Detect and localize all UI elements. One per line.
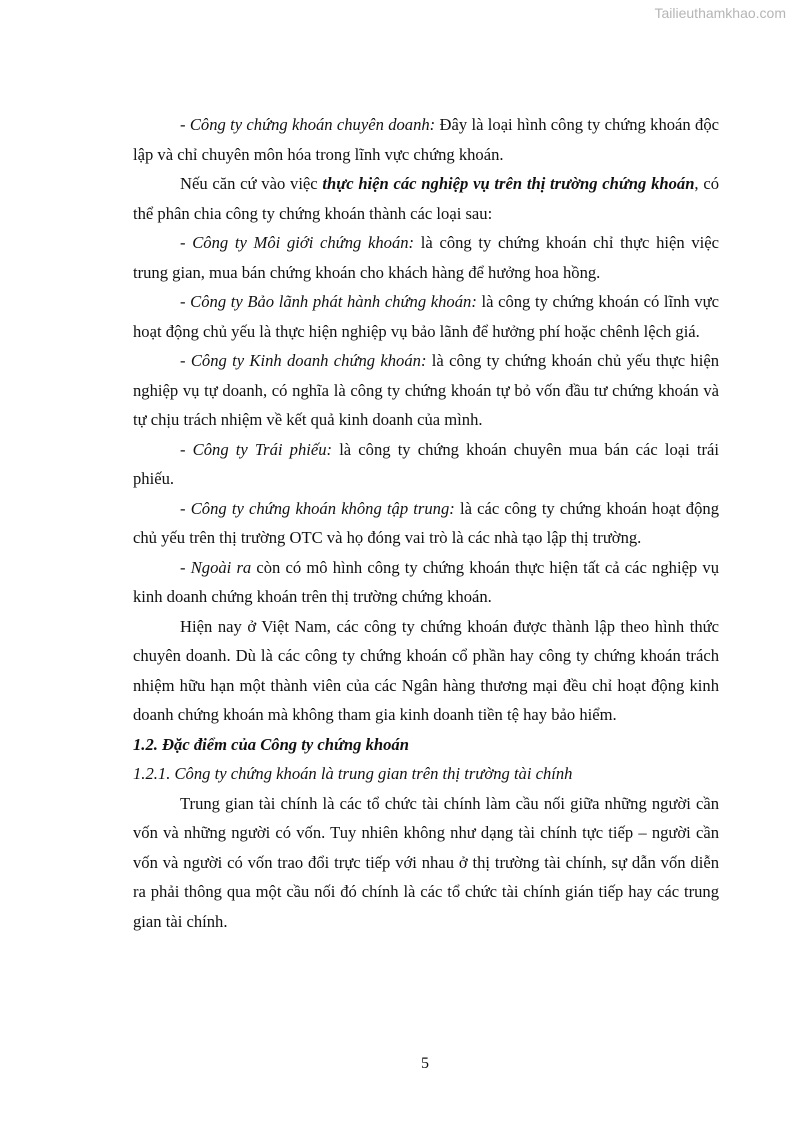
paragraph-financial-intermediary: Trung gian tài chính là các tổ chức tài chính làm cầu nối giữa những người cần vốn và những người có vốn. Tuy nhiên không như dạng tài chính tực tiếp – người cần vốn và người có vốn trao đổi trực tiếp với nhau ở thị trường tài chính, sự dẫn vốn diễn ra phải thông qua một cầu nối đó chính là các tổ chức tài chính gián tiếp hay các trung gian tài chính.: [133, 793, 719, 931]
paragraph-vietnam: Hiện nay ở Việt Nam, các công ty chứng khoán được thành lập theo hình thức chuyên doanh. Dù là các công ty chứng khoán cổ phần hay công ty chứng khoán trách nhiệm hữu hạn một thành viên của các Ngân hàng thương mại đều chỉ hoạt động kinh doanh chứng khoán mà không tham gia kinh doanh tiền tệ hay bảo hiểm.: [133, 616, 719, 724]
page-number: 5: [421, 1055, 429, 1072]
watermark: Tailieuthamkhao.com: [654, 5, 786, 21]
paragraph-underwriting: - Công ty Bảo lãnh phát hành chứng khoán: là công ty chứng khoán có lĩnh vực hoạt động chủ yếu là thực hiện nghiệp vụ bảo lãnh để hưởng phí hoặc chênh lệch giá.: [133, 292, 719, 341]
paragraph-other: - Ngoài ra còn có mô hình công ty chứng khoán thực hiện tất cả các nghiệp vụ kinh doanh chứng khoán trên thị trường chứng khoán.: [133, 557, 719, 606]
paragraph-dealing: - Công ty Kinh doanh chứng khoán: là công ty chứng khoán chủ yếu thực hiện nghiệp vụ tự doanh, có nghĩa là công ty chứng khoán tự bỏ vốn đầu tư chứng khoán và tự chịu trách nhiệm về kết quả kinh doanh của mình.: [133, 351, 719, 429]
document-body: [133, 110, 719, 936]
paragraph-specialized-company: - Công ty chứng khoán chuyên doanh: Đây là loại hình công ty chứng khoán độc lập và chỉ chuyên môn hóa trong lĩnh vực chứng khoán.: [133, 115, 719, 164]
paragraph-brokerage: - Công ty Môi giới chứng khoán: là công ty chứng khoán chỉ thực hiện việc trung gian, mua bán chứng khoán cho khách hàng để hưởng hoa hồng.: [133, 233, 719, 282]
subsection-heading: 1.2.1. Công ty chứng khoán là trung gian trên thị trường tài chính: [133, 764, 573, 783]
paragraph-bond: - Công ty Trái phiếu: là công ty chứng khoán chuyên mua bán các loại trái phiếu.: [133, 439, 719, 488]
paragraph-classification-intro: Nếu căn cứ vào việc thực hiện các nghiệp vụ trên thị trường chứng khoán, có thể phân chia công ty chứng khoán thành các loại sau:: [133, 174, 719, 223]
paragraph-otc: - Công ty chứng khoán không tập trung: là các công ty chứng khoán hoạt động chủ yếu trên thị trường OTC và họ đóng vai trò là các nhà tạo lập thị trường.: [133, 498, 719, 547]
section-heading: 1.2. Đặc điểm của Công ty chứng khoán: [133, 734, 409, 754]
